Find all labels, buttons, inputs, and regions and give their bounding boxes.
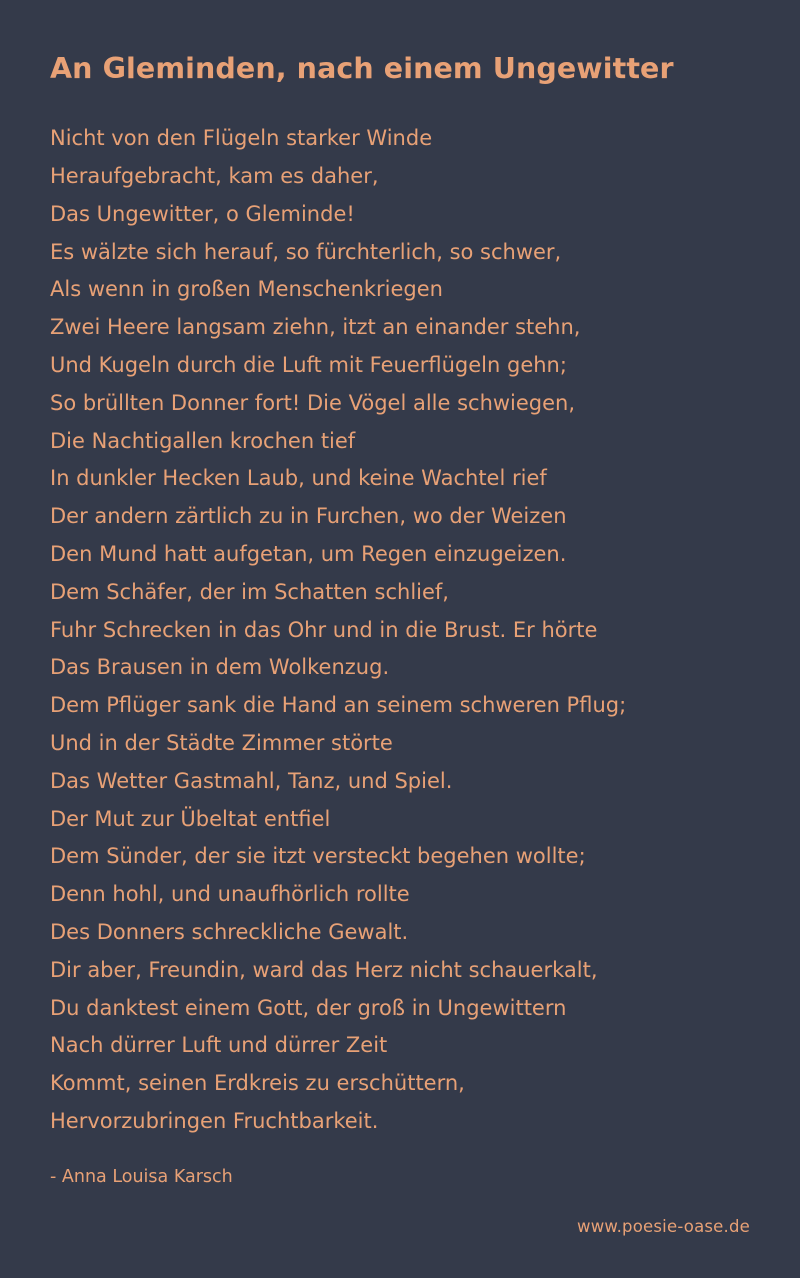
- poem-line: Nicht von den Flügeln starker Winde: [50, 126, 433, 151]
- poem-line: Und Kugeln durch die Luft mit Feuerflügeln gehn;: [50, 352, 567, 377]
- poem-line: Zwei Heere langsam ziehn, itzt an einander stehn,: [50, 315, 581, 340]
- poem-line: Du danktest einem Gott, der groß in Ungewittern: [50, 995, 567, 1020]
- poem-line: Der Mut zur Übeltat entfiel: [50, 806, 331, 831]
- poem-line: Nach dürrer Luft und dürrer Zeit: [50, 1033, 388, 1058]
- poem-line: Als wenn in großen Menschenkriegen: [50, 277, 443, 302]
- poem-line: Und in der Städte Zimmer störte: [50, 730, 393, 755]
- poem-line: Hervorzubringen Fruchtbarkeit.: [50, 1108, 379, 1133]
- poem-line: Der andern zärtlich zu in Furchen, wo der Weizen: [50, 504, 567, 529]
- poem-line: So brüllten Donner fort! Die Vögel alle schwiegen,: [50, 390, 576, 415]
- poem-line: Dem Pflüger sank die Hand an seinem schweren Pflug;: [50, 693, 627, 718]
- poem-author: - Anna Louisa Karsch: [50, 1166, 233, 1187]
- poem-line: Dem Schäfer, der im Schatten schlief,: [50, 579, 449, 604]
- poem-line: Denn hohl, und unaufhörlich rollte: [50, 882, 410, 907]
- poem-body: [50, 120, 750, 1141]
- poem-line: Dir aber, Freundin, ward das Herz nicht schauerkalt,: [50, 957, 598, 982]
- poem-line: Die Nachtigallen krochen tief: [50, 428, 356, 453]
- poem-line: Dem Sünder, der sie itzt versteckt begehen wollte;: [50, 844, 586, 869]
- poem-line: Das Brausen in dem Wolkenzug.: [50, 655, 390, 680]
- page-title: An Gleminden, nach einem Ungewitter: [50, 52, 674, 85]
- poem-line: Heraufgebracht, kam es daher,: [50, 163, 379, 188]
- poem-line: Den Mund hatt aufgetan, um Regen einzugeizen.: [50, 541, 567, 566]
- poem-line: Das Wetter Gastmahl, Tanz, und Spiel.: [50, 768, 453, 793]
- site-url: www.poesie-oase.de: [577, 1217, 750, 1236]
- poem-line: Es wälzte sich herauf, so fürchterlich, so schwer,: [50, 239, 562, 264]
- poem-line: Das Ungewitter, o Gleminde!: [50, 201, 355, 226]
- poem-line: In dunkler Hecken Laub, und keine Wachtel rief: [50, 466, 547, 491]
- poem-line: Fuhr Schrecken in das Ohr und in die Brust. Er hörte: [50, 617, 598, 642]
- poem-line: Kommt, seinen Erdkreis zu erschüttern,: [50, 1071, 465, 1096]
- poem-line: Des Donners schreckliche Gewalt.: [50, 919, 409, 944]
